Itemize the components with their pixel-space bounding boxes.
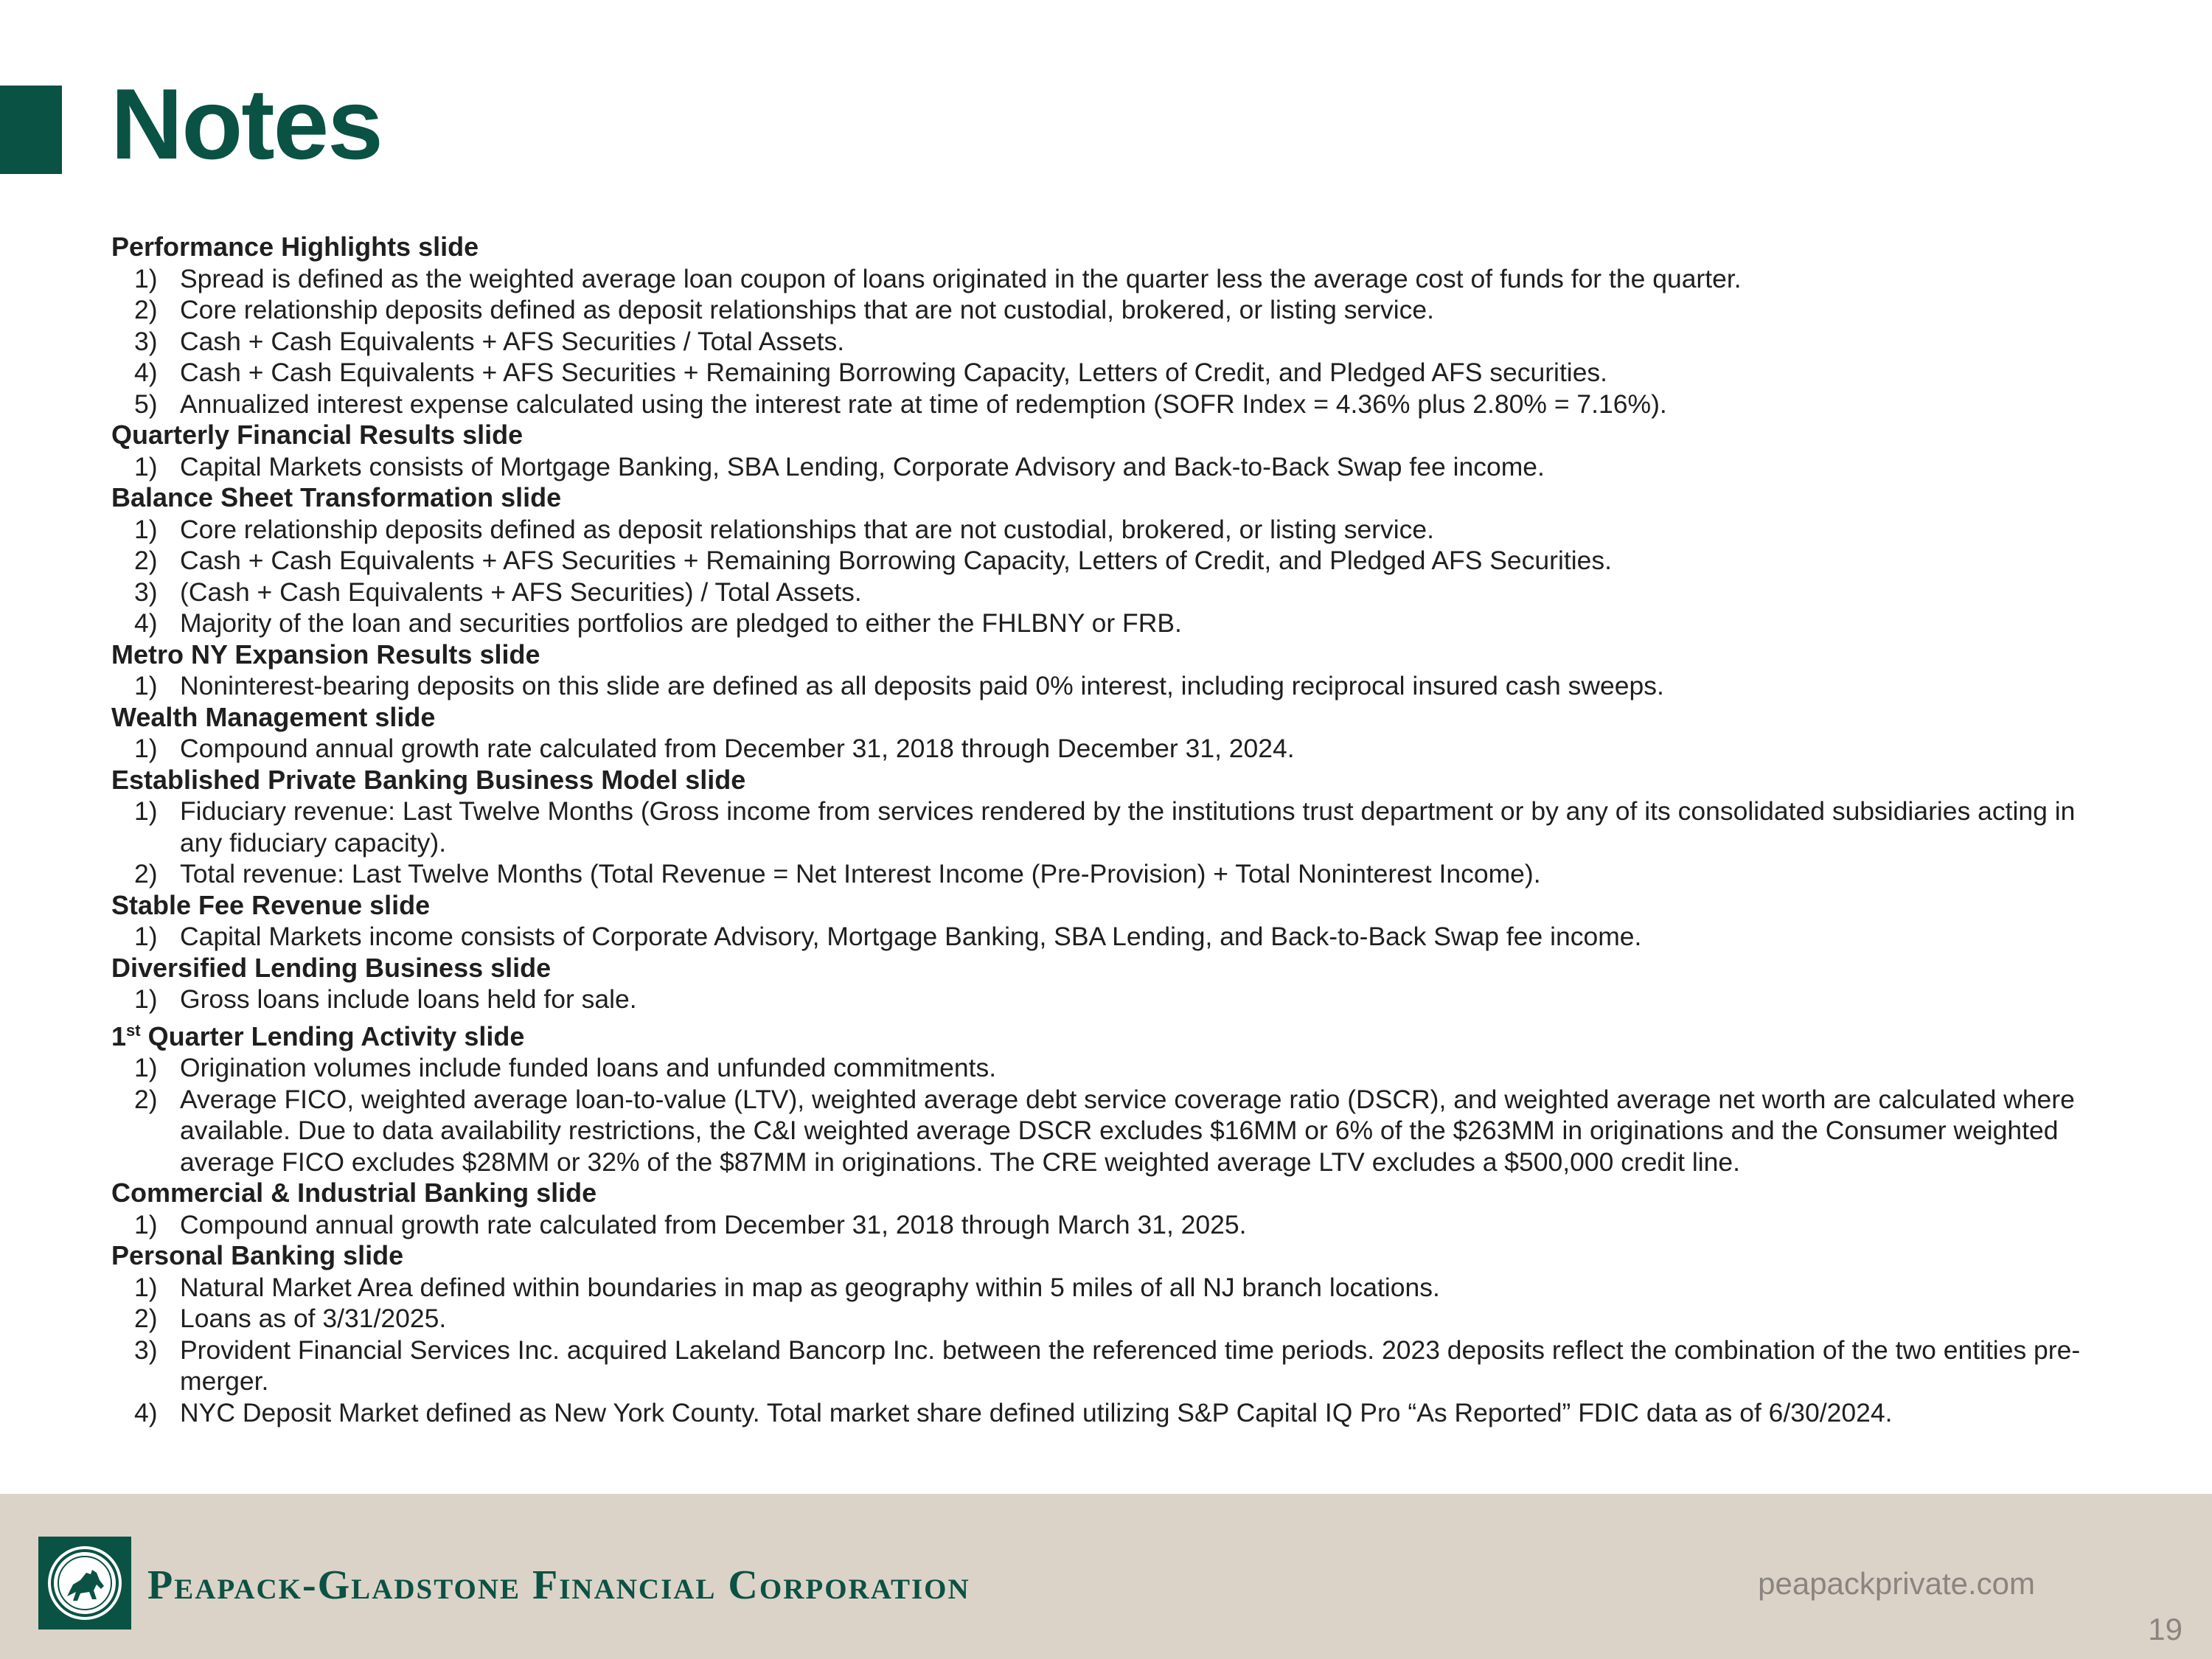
note-item [111, 577, 2102, 608]
note-number [111, 858, 180, 890]
note-number-label: 3) [134, 1335, 158, 1365]
section-heading-text: Quarter Lending Activity slide [140, 1020, 525, 1051]
note-number [111, 984, 180, 1015]
horse-rider-seal-icon [45, 1543, 125, 1623]
note-text: Total revenue: Last Twelve Months (Total Revenue = Net Interest Income (Pre-Provision) + Total Noninterest Income). [180, 859, 1541, 888]
section-heading [111, 232, 2102, 263]
note-number-label: 1) [134, 451, 158, 481]
note-number [111, 1397, 180, 1429]
note-item [111, 1272, 2102, 1304]
note-item [111, 294, 2102, 326]
note-number-label: 4) [134, 1397, 158, 1427]
section-heading-text: Metro NY Expansion Results slide [111, 639, 540, 669]
footer [0, 1494, 2212, 1659]
note-text: Core relationship deposits defined as deposit relationships that are not custodial, brokered, or listing service. [180, 514, 1435, 544]
section-heading [111, 1015, 2102, 1053]
note-number [111, 1209, 180, 1241]
note-text: Majority of the loan and securities portfolios are pledged to either the FHLBNY or FRB. [180, 608, 1182, 638]
notes-list [111, 232, 2102, 1428]
note-number-label: 2) [134, 859, 158, 888]
note-item [111, 357, 2102, 389]
note-text: Cash + Cash Equivalents + AFS Securities + Remaining Borrowing Capacity, Letters of Credit, and Pledged AFS securities. [180, 358, 1608, 387]
note-number-label: 2) [134, 1304, 158, 1333]
note-text: Core relationship deposits defined as deposit relationships that are not custodial, brokered, or listing service. [180, 295, 1435, 324]
company-name: Peapack-Gladstone Financial Corporation [147, 1562, 970, 1608]
section-heading-prefix: 1 [111, 1020, 127, 1051]
section-heading [111, 702, 2102, 734]
section-heading [111, 953, 2102, 984]
note-number-label: 1) [134, 922, 158, 951]
note-item [111, 1335, 2102, 1397]
note-text: Compound annual growth rate calculated from December 31, 2018 through March 31, 2025. [180, 1209, 1247, 1239]
note-item [111, 1084, 2102, 1178]
note-number [111, 545, 180, 577]
note-number [111, 451, 180, 483]
note-text: Capital Markets consists of Mortgage Banking, SBA Lending, Corporate Advisory and Back-to-Back Swap fee income. [180, 451, 1545, 481]
note-number-label: 2) [134, 546, 158, 575]
note-number [111, 670, 180, 702]
note-text: (Cash + Cash Equivalents + AFS Securities) / Total Assets. [180, 577, 862, 607]
note-number-label: 1) [134, 734, 158, 763]
note-number-label: 3) [134, 577, 158, 607]
note-number-label: 4) [134, 358, 158, 387]
note-text: Capital Markets income consists of Corporate Advisory, Mortgage Banking, SBA Lending, and Back-to-Back Swap fee income. [180, 922, 1642, 951]
note-item [111, 263, 2102, 295]
note-item [111, 1397, 2102, 1429]
website-link[interactable]: peapackprivate.com [1758, 1566, 2035, 1601]
note-number [111, 1052, 180, 1084]
note-number [111, 389, 180, 420]
note-number [111, 357, 180, 389]
section-heading-text: Performance Highlights slide [111, 232, 479, 262]
note-number-label: 1) [134, 1272, 158, 1302]
section-heading-text: Quarterly Financial Results slide [111, 420, 524, 450]
note-number-label: 1) [134, 1209, 158, 1239]
note-item [111, 796, 2102, 858]
note-text: Cash + Cash Equivalents + AFS Securities + Remaining Borrowing Capacity, Letters of Credit, and Pledged AFS Securities. [180, 546, 1612, 575]
note-text: Origination volumes include funded loans and unfunded commitments. [180, 1053, 997, 1082]
note-number [111, 796, 180, 858]
section-heading [111, 420, 2102, 451]
note-number-label: 2) [134, 295, 158, 324]
note-number [111, 921, 180, 953]
section-heading [111, 1240, 2102, 1272]
note-text: Provident Financial Services Inc. acquired Lakeland Bancorp Inc. between the referenced time periods. 2023 deposits reflect the combination of the two entities pre-merger. [180, 1335, 2081, 1396]
note-number [111, 1303, 180, 1335]
section-heading-text: Personal Banking slide [111, 1240, 404, 1270]
note-number [111, 294, 180, 326]
note-text: Gross loans include loans held for sale. [180, 984, 637, 1014]
note-item [111, 389, 2102, 420]
note-number-label: 1) [134, 263, 158, 293]
note-number-label: 1) [134, 796, 158, 826]
section-heading-text: Diversified Lending Business slide [111, 952, 552, 983]
note-number [111, 1272, 180, 1304]
note-number-label: 3) [134, 326, 158, 356]
note-item [111, 921, 2102, 953]
note-item [111, 608, 2102, 639]
note-text: Spread is defined as the weighted average loan coupon of loans originated in the quarter less the average cost of funds for the quarter. [180, 263, 1742, 293]
section-heading [111, 1178, 2102, 1209]
section-heading [111, 639, 2102, 671]
note-number-label: 2) [134, 1084, 158, 1114]
note-text: Fiduciary revenue: Last Twelve Months (Gross income from services rendered by the institutions trust department or by any of its consolidated subsidiaries acting in any fiduciary capacity). [180, 796, 2076, 858]
note-number [111, 733, 180, 765]
note-text: Average FICO, weighted average loan-to-value (LTV), weighted average debt service coverage ratio (DSCR), and weighted average net worth are calculated where available. Due to data availability restrictions, the C&I weighted average DSCR excludes $16MM or 6% of the $263MM in originations and the Consumer weighted average FICO excludes $28MM or 32% of the $87MM in originations. The CRE weighted average LTV excludes a $500,000 credit line. [180, 1084, 2075, 1177]
note-number [111, 326, 180, 358]
title-accent-bar [0, 86, 62, 174]
note-item [111, 670, 2102, 702]
note-text: NYC Deposit Market defined as New York County. Total market share defined utilizing S&P Capital IQ Pro “As Reported” FDIC data as of 6/30/2024. [180, 1397, 1893, 1427]
note-item [111, 1209, 2102, 1241]
note-number [111, 1335, 180, 1397]
note-text: Loans as of 3/31/2025. [180, 1304, 447, 1333]
note-number [111, 608, 180, 639]
section-heading [111, 482, 2102, 514]
note-number-label: 1) [134, 984, 158, 1014]
note-number-label: 1) [134, 671, 158, 700]
note-number-label: 1) [134, 514, 158, 544]
note-number-label: 4) [134, 608, 158, 638]
note-item [111, 984, 2102, 1015]
section-heading-superscript: st [126, 1020, 141, 1040]
note-item [111, 1303, 2102, 1335]
note-item [111, 451, 2102, 483]
note-item [111, 514, 2102, 546]
section-heading [111, 890, 2102, 922]
note-item [111, 858, 2102, 890]
section-heading-text: Established Private Banking Business Model slide [111, 764, 746, 795]
note-item [111, 326, 2102, 358]
section-heading-text: Balance Sheet Transformation slide [111, 482, 562, 512]
note-text: Compound annual growth rate calculated from December 31, 2018 through December 31, 2024. [180, 734, 1295, 763]
page-title: Notes [111, 68, 382, 180]
section-heading-text: Stable Fee Revenue slide [111, 889, 431, 920]
note-item [111, 545, 2102, 577]
note-text: Natural Market Area defined within boundaries in map as geography within 5 miles of all NJ branch locations. [180, 1272, 1440, 1302]
note-text: Noninterest-bearing deposits on this slide are defined as all deposits paid 0% interest, including reciprocal insured cash sweeps. [180, 671, 1664, 700]
section-heading-text: Commercial & Industrial Banking slide [111, 1178, 597, 1208]
note-text: Cash + Cash Equivalents + AFS Securities / Total Assets. [180, 326, 845, 356]
note-number [111, 1084, 180, 1178]
note-number-label: 5) [134, 389, 158, 419]
note-number-label: 1) [134, 1053, 158, 1082]
note-number [111, 577, 180, 608]
page-number: 19 [2148, 1612, 2183, 1646]
note-text: Annualized interest expense calculated using the interest rate at time of redemption (SOFR Index = 4.36% plus 2.80% = 7.16%). [180, 389, 1667, 419]
note-number [111, 263, 180, 295]
company-logo [38, 1537, 131, 1630]
note-item [111, 733, 2102, 765]
note-item [111, 1052, 2102, 1084]
note-number [111, 514, 180, 546]
section-heading-text: Wealth Management slide [111, 701, 436, 732]
section-heading [111, 765, 2102, 796]
